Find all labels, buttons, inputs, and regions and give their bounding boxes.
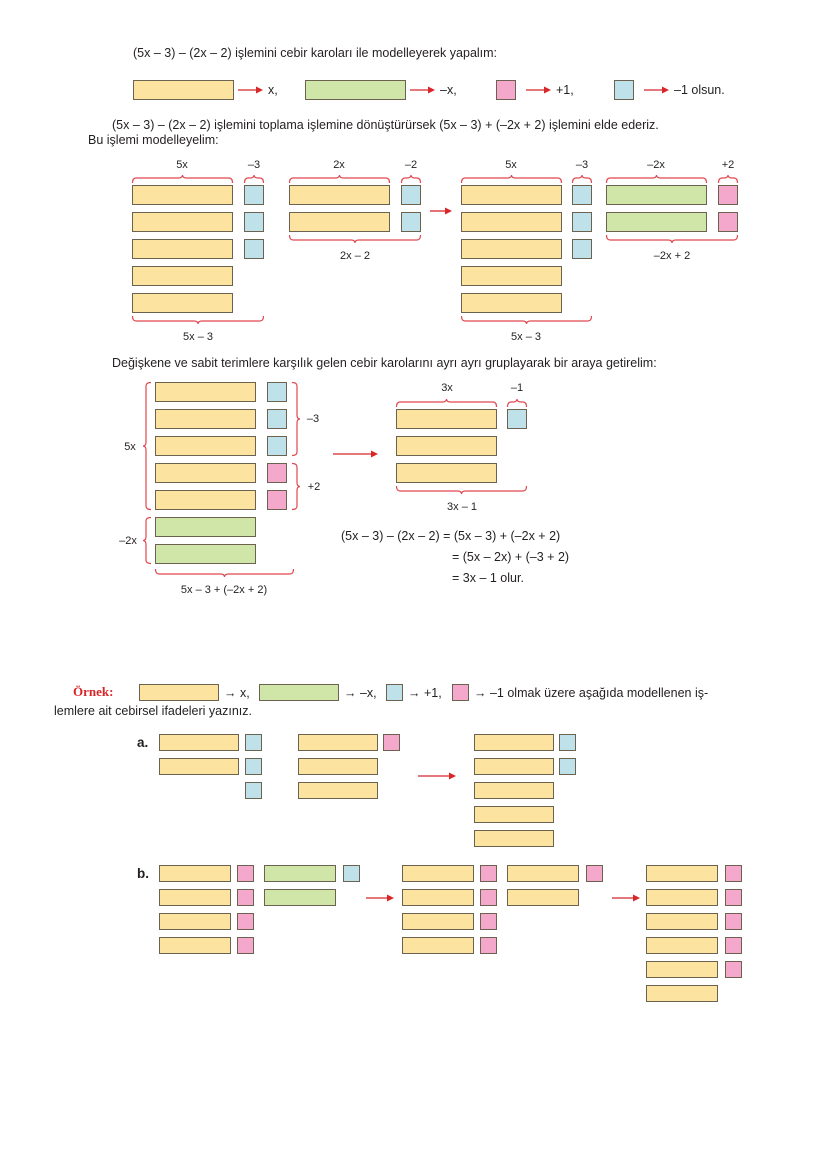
tile-label: –3 xyxy=(247,159,261,171)
x-tile xyxy=(155,463,256,483)
tile-label: –1 olsun. xyxy=(674,83,725,97)
x-tile xyxy=(159,734,239,751)
tile-label: 3x – 1 xyxy=(447,501,477,513)
x-tile xyxy=(646,937,718,954)
arrow-right-icon xyxy=(410,85,435,95)
tile-label: 3x xyxy=(441,382,453,394)
tile-label: 5x – 3 xyxy=(511,331,541,343)
tile-label: 5x – 3 + (–2x + 2) xyxy=(180,584,268,596)
tile-label: 5x – 3 xyxy=(183,331,213,343)
x-tile xyxy=(461,239,562,259)
x-tile xyxy=(474,830,554,847)
curly-brace xyxy=(244,175,264,183)
x-tile xyxy=(298,734,378,751)
pink-unit-tile xyxy=(267,490,287,510)
negative-x-tile xyxy=(155,517,256,537)
curly-brace xyxy=(461,175,562,183)
blue-unit-tile xyxy=(572,212,592,232)
negative-x-tile xyxy=(264,865,336,882)
blue-unit-tile xyxy=(244,185,264,205)
blue-unit-tile xyxy=(386,684,403,701)
arrow-right-icon xyxy=(333,449,378,459)
tile-label: –3 xyxy=(575,159,589,171)
pink-unit-tile xyxy=(237,937,254,954)
tile-label: –2x + 2 xyxy=(653,250,691,262)
arrow-right-icon xyxy=(238,85,263,95)
arrow-right-icon xyxy=(366,893,394,903)
blue-unit-tile xyxy=(244,239,264,259)
curly-brace xyxy=(292,463,300,510)
x-tile xyxy=(396,436,497,456)
blue-unit-tile xyxy=(245,758,262,775)
x-tile xyxy=(133,80,234,100)
blue-unit-tile xyxy=(614,80,634,100)
pink-unit-tile xyxy=(267,463,287,483)
x-tile xyxy=(132,266,233,286)
intro-paragraph-line2: Bu işlemi modelleyelim: xyxy=(88,133,219,147)
x-tile xyxy=(155,409,256,429)
x-tile xyxy=(646,985,718,1002)
tile-label: 2x xyxy=(333,159,345,171)
pink-unit-tile xyxy=(237,913,254,930)
blue-unit-tile xyxy=(572,239,592,259)
example-heading: Örnek: xyxy=(73,684,114,699)
pink-unit-tile xyxy=(496,80,516,100)
x-tile xyxy=(646,889,718,906)
tile-label: –3 xyxy=(306,413,320,425)
x-tile xyxy=(155,490,256,510)
x-tile xyxy=(474,734,554,751)
negative-x-tile xyxy=(264,889,336,906)
x-tile xyxy=(155,382,256,402)
equation-line-1: (5x – 3) – (2x – 2) = (5x – 3) + (–2x + 2) xyxy=(341,529,561,543)
part-a-label: a. xyxy=(137,735,149,750)
curly-brace xyxy=(401,175,421,183)
tile-label: –2x xyxy=(647,159,665,171)
pink-unit-tile xyxy=(452,684,469,701)
grouping-instruction: Değişkene ve sabit terimlere karşılık gelen cebir karolarını ayrı ayrı gruplayarak bir araya getirelim: xyxy=(112,356,657,370)
x-tile xyxy=(474,806,554,823)
curly-brace xyxy=(606,235,738,243)
x-tile xyxy=(396,409,497,429)
pink-unit-tile xyxy=(725,889,742,906)
pink-unit-tile xyxy=(237,865,254,882)
x-tile xyxy=(461,266,562,286)
part-b-label: b. xyxy=(137,866,149,881)
x-tile xyxy=(159,865,231,882)
tile-label: +2 xyxy=(721,159,735,171)
blue-unit-tile xyxy=(572,185,592,205)
pink-unit-tile xyxy=(725,913,742,930)
blue-unit-tile xyxy=(267,436,287,456)
arrow-right-icon xyxy=(418,771,456,781)
negative-x-tile xyxy=(155,544,256,564)
curly-brace xyxy=(289,175,390,183)
arrow-right-icon xyxy=(526,85,551,95)
x-tile xyxy=(132,212,233,232)
tile-label: –1 xyxy=(510,382,524,394)
pink-unit-tile xyxy=(725,961,742,978)
blue-unit-tile xyxy=(559,734,576,751)
pink-unit-tile xyxy=(725,865,742,882)
blue-unit-tile xyxy=(401,212,421,232)
curly-brace xyxy=(132,316,264,324)
pink-unit-tile xyxy=(480,937,497,954)
tile-label: +2 xyxy=(307,481,321,493)
negative-x-tile xyxy=(606,185,707,205)
x-tile xyxy=(159,758,239,775)
curly-brace xyxy=(396,486,527,494)
blue-unit-tile xyxy=(244,212,264,232)
x-tile xyxy=(402,913,474,930)
arrow-right-icon xyxy=(430,206,452,216)
x-tile xyxy=(159,913,231,930)
x-tile xyxy=(507,889,579,906)
equation-line-2: = (5x – 2x) + (–3 + 2) xyxy=(452,550,570,564)
curly-brace xyxy=(155,569,294,577)
x-tile xyxy=(289,212,390,232)
blue-unit-tile xyxy=(245,782,262,799)
arrow-right-icon xyxy=(644,85,669,95)
pink-unit-tile xyxy=(383,734,400,751)
curly-brace xyxy=(461,316,592,324)
intro-title: (5x – 3) – (2x – 2) işlemini cebir karoları ile modelleyerek yapalım: xyxy=(133,46,498,60)
tile-label: –2 xyxy=(404,159,418,171)
blue-unit-tile xyxy=(343,865,360,882)
pink-unit-tile xyxy=(480,865,497,882)
x-tile xyxy=(139,684,219,701)
tile-label: → +1, xyxy=(408,686,442,700)
x-tile xyxy=(461,293,562,313)
blue-unit-tile xyxy=(559,758,576,775)
curly-brace xyxy=(507,399,527,407)
tile-label: +1, xyxy=(556,83,574,97)
example-instruction-line2: lemlere ait cebirsel ifadeleri yazınız. xyxy=(54,704,252,718)
curly-brace xyxy=(289,235,421,243)
blue-unit-tile xyxy=(507,409,527,429)
tile-label: 2x – 2 xyxy=(340,250,370,262)
x-tile xyxy=(461,185,562,205)
x-tile xyxy=(461,212,562,232)
tile-label: –2x xyxy=(119,535,137,547)
x-tile xyxy=(155,436,256,456)
x-tile xyxy=(159,937,231,954)
x-tile xyxy=(646,961,718,978)
tile-label: 5x xyxy=(505,159,517,171)
x-tile xyxy=(132,293,233,313)
intro-paragraph-line1: (5x – 3) – (2x – 2) işlemini toplama işlemine dönüştürürsek (5x – 3) + (–2x + 2) işlemini elde ederiz. xyxy=(112,118,659,132)
tile-label: x, xyxy=(268,83,278,97)
x-tile xyxy=(507,865,579,882)
negative-x-tile xyxy=(606,212,707,232)
pink-unit-tile xyxy=(480,889,497,906)
equation-line-3: = 3x – 1 olur. xyxy=(452,571,524,585)
tile-label: –x, xyxy=(440,83,457,97)
curly-brace xyxy=(143,382,151,510)
blue-unit-tile xyxy=(401,185,421,205)
pink-unit-tile xyxy=(725,937,742,954)
pink-unit-tile xyxy=(718,185,738,205)
x-tile xyxy=(402,865,474,882)
x-tile xyxy=(402,889,474,906)
tile-label: → –1 olmak üzere aşağıda modellenen iş- xyxy=(474,686,709,700)
x-tile xyxy=(159,889,231,906)
x-tile xyxy=(474,782,554,799)
x-tile xyxy=(132,239,233,259)
curly-brace xyxy=(606,175,707,183)
curly-brace xyxy=(572,175,592,183)
negative-x-tile xyxy=(305,80,406,100)
curly-brace xyxy=(292,382,300,456)
pink-unit-tile xyxy=(586,865,603,882)
blue-unit-tile xyxy=(245,734,262,751)
arrow-right-icon xyxy=(612,893,640,903)
pink-unit-tile xyxy=(237,889,254,906)
curly-brace xyxy=(396,399,497,407)
tile-label: 5x xyxy=(176,159,188,171)
x-tile xyxy=(132,185,233,205)
curly-brace xyxy=(132,175,233,183)
pink-unit-tile xyxy=(718,212,738,232)
tile-label: → x, xyxy=(224,686,250,700)
x-tile xyxy=(646,865,718,882)
tile-label: 5x xyxy=(124,441,136,453)
negative-x-tile xyxy=(259,684,339,701)
x-tile xyxy=(646,913,718,930)
x-tile xyxy=(298,782,378,799)
x-tile xyxy=(289,185,390,205)
x-tile xyxy=(298,758,378,775)
x-tile xyxy=(402,937,474,954)
x-tile xyxy=(396,463,497,483)
blue-unit-tile xyxy=(267,382,287,402)
x-tile xyxy=(474,758,554,775)
curly-brace xyxy=(143,517,151,564)
blue-unit-tile xyxy=(267,409,287,429)
curly-brace xyxy=(718,175,738,183)
tile-label: → –x, xyxy=(344,686,377,700)
pink-unit-tile xyxy=(480,913,497,930)
